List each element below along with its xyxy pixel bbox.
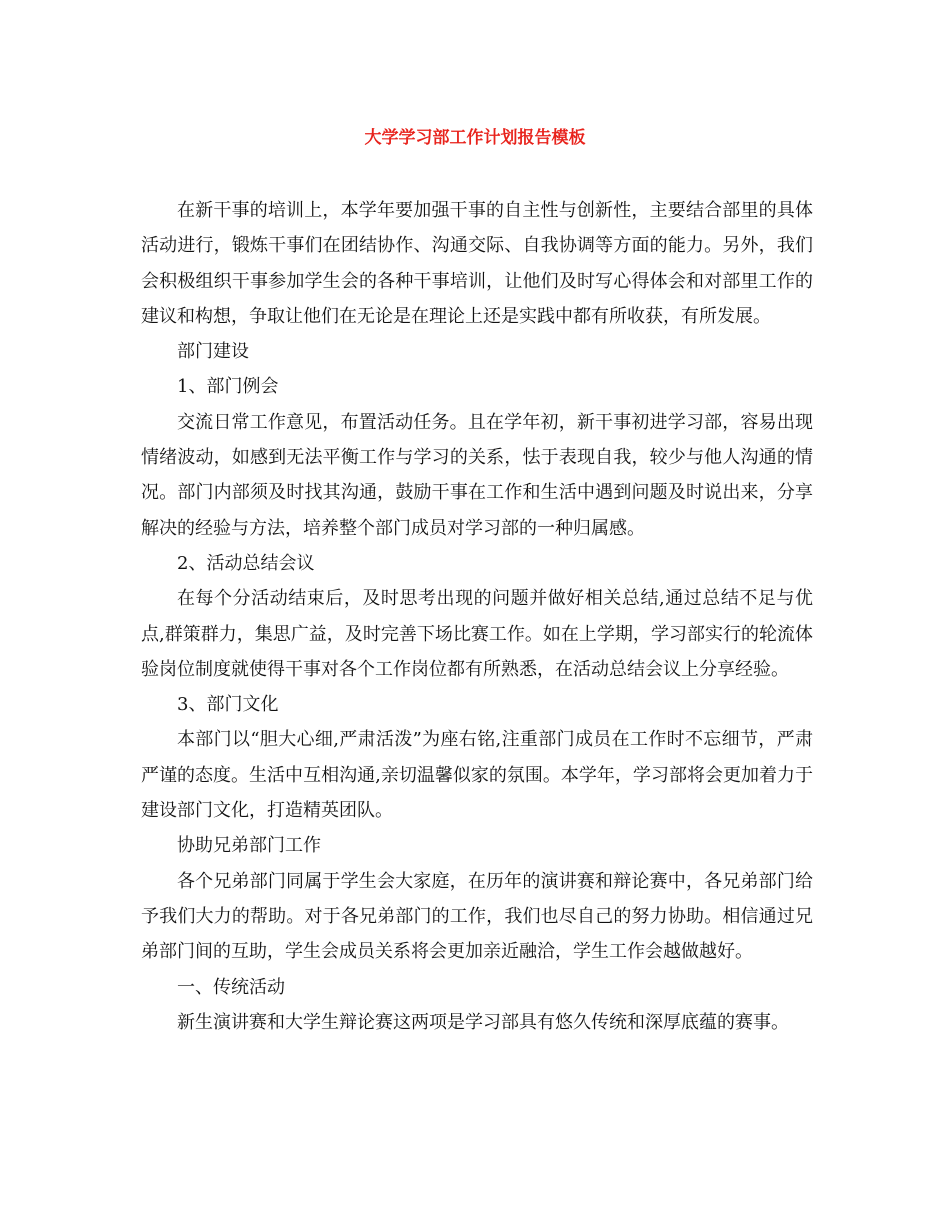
heading-department-culture: 3、部门文化 [177, 694, 279, 716]
heading-traditional-activities: 一、传统活动 [177, 976, 285, 998]
document-body [141, 193, 813, 1040]
paragraph-department-culture: 本部门以“胆大心细,严肃活泼”为座右铭,注重部门成员在工作时不忘细节，严肃严谨的态度。生活中互相沟通,亲切温馨似家的氛围。本学年，学习部将会更加着力于建设部门文化，打造精英团队。 [141, 729, 813, 822]
document-title: 大学学习部工作计划报告模板 [364, 128, 586, 148]
paragraph-department-meeting: 交流日常工作意见，布置活动任务。且在学年初，新干事初进学习部，容易出现情绪波动，如感到无法平衡工作与学习的关系，怯于表现自我，较少与他人沟通的情况。部门内部须及时找其沟通，鼓励干事在工作和生活中遇到问题及时说出来，分享解决的经验与方法，培养整个部门成员对学习部的一种归属感。 [141, 411, 813, 539]
paragraph-assist-departments: 各个兄弟部门同属于学生会大家庭，在历年的演讲赛和辩论赛中，各兄弟部门给予我们大力的帮助。对于各兄弟部门的工作，我们也尽自己的努力协助。相信通过兄弟部门间的互助，学生会成员关系将会更加亲近融洽，学生工作会越做越好。 [141, 870, 813, 963]
heading-department-meeting: 1、部门例会 [177, 376, 279, 398]
heading-summary-meeting: 2、活动总结会议 [177, 552, 315, 574]
paragraph-summary-meeting: 在每个分活动结束后，及时思考出现的问题并做好相关总结,通过总结不足与优点,群策群力，集思广益，及时完善下场比赛工作。如在上学期，学习部实行的轮流体验岗位制度就使得干事对各个工作岗位都有所熟悉，在活动总结会议上分享经验。 [141, 588, 813, 680]
paragraph-traditional-activities: 新生演讲赛和大学生辩论赛这两项是学习部具有悠久传统和深厚底蕴的赛事。 [177, 1011, 789, 1033]
heading-assist-departments: 协助兄弟部门工作 [177, 835, 321, 857]
paragraph-training: 在新干事的培训上，本学年要加强干事的自主性与创新性，主要结合部里的具体活动进行，锻炼干事们在团结协作、沟通交际、自我协调等方面的能力。另外，我们会积极组织干事参加学生会的各种干事培训，让他们及时写心得体会和对部里工作的建议和构想，争取让他们在无论是在理论上还是实践中都有所收获，有所发展。 [141, 200, 813, 327]
heading-department-building: 部门建设 [177, 341, 249, 363]
